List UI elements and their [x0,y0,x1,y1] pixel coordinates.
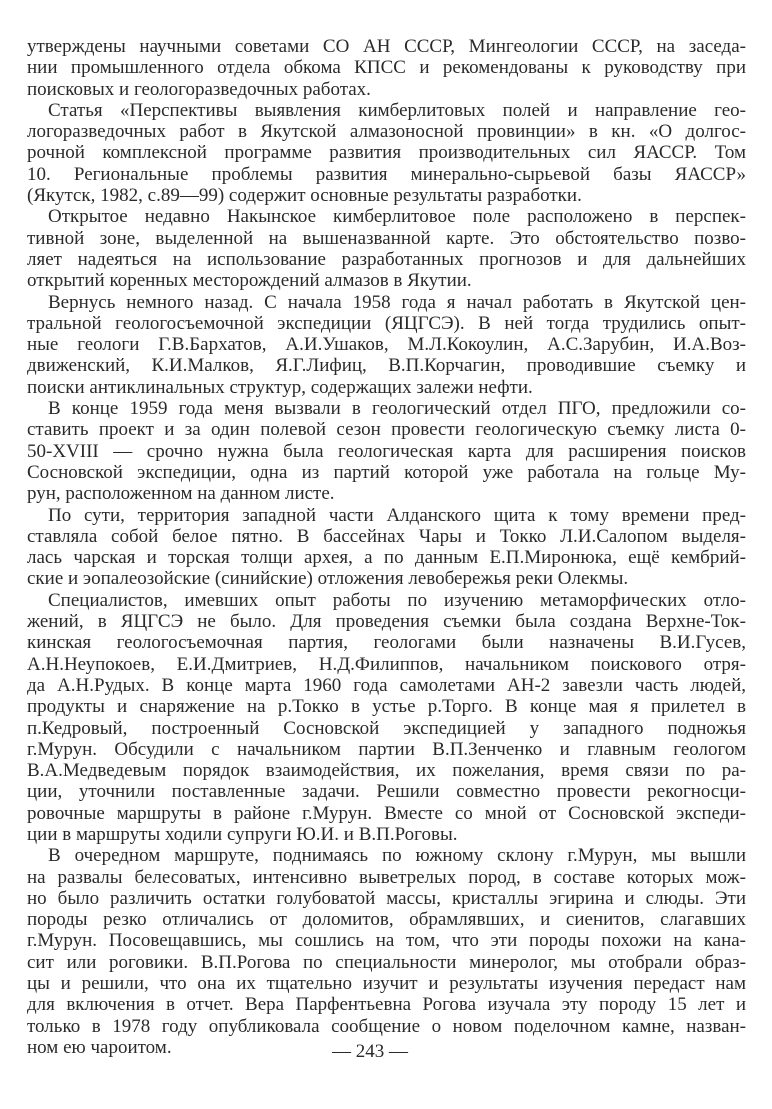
text-line: ровочные маршруты в районе г.Мурун. Вместе со мной от Сосновской экспеди- [27,802,746,824]
text-line: п.Кедровый, построенный Сосновской экспедицией у западного подножья [27,717,746,739]
text-line: рочной комплексной программе развития производительных сил ЯАССР. Том [27,142,746,164]
text-line: поисковых и геологоразведочных работах. [27,78,371,100]
text-line: ции в маршруты ходили супруги Ю.И. и В.П.Роговы. [27,823,458,845]
text-line: да А.Н.Рудых. В конце марта 1960 года самолетами АН-2 завезли часть людей, [27,674,746,696]
text-line: г.Мурун. Посовещавшись, мы сошлись на том, что эти породы похожи на кана- [27,930,746,952]
text-line: цы и решили, что она их тщательно изучит и результаты изучения передаст нам [27,973,746,995]
text-line: рун, расположенном на данном листе. [27,483,335,505]
text-line: ставляла собой белое пятно. В бассейнах Чары и Токко Л.И.Салопом выделя- [27,525,746,547]
text-line: открытий коренных месторождений алмазов в Якутии. [27,270,472,292]
text-line: 10. Региональные проблемы развития минерально-сырьевой базы ЯАССР» [27,163,746,185]
paragraph [27,845,746,1058]
text-line: Сосновской экспедиции, одна из партий которой уже работала на гольце Му- [27,461,746,483]
paragraph [27,36,746,100]
text-line: поиски антиклинальных структур, содержащих залежи нефти. [27,376,533,398]
paragraph [27,206,746,291]
text-line: ные геологи Г.В.Бархатов, А.И.Ушаков, М.Л.Кокоулин, А.С.Зарубин, И.А.Воз- [27,334,746,356]
text-line: ставить проект и за один полевой сезон провести геологическую съемку листа 0- [27,419,746,441]
paragraph [27,590,746,846]
text-line: А.Н.Неупокоев, Е.И.Дмитриев, Н.Д.Филиппов, начальником поискового отря- [27,653,746,675]
text-line: логоразведочных работ в Якутской алмазоносной провинции» в кн. «О долгос- [27,121,746,143]
text-line: кинская геологосъемочная партия, геологами были назначены В.И.Гусев, [27,632,746,654]
text-line: сит или роговики. В.П.Рогова по специальности минеролог, мы отобрали образ- [27,951,746,973]
paragraph [27,292,746,398]
text-line: г.Мурун. Обсудили с начальником партии В.П.Зенченко и главным геологом [27,738,746,760]
text-line: В.А.Медведевым порядок взаимодействия, их пожелания, время связи по ра- [27,760,746,782]
text-line: Статья «Перспективы выявления кимберлитовых полей и направление гео- [48,99,746,121]
text-line: По сути, территория западной части Алданского щита к тому времени пред- [48,504,746,526]
text-line: лась чарская и торская толщи архея, а по данным Е.П.Миронюка, ещё кембрий- [27,547,746,569]
text-line: тивной зоне, выделенной на вышеназванной карте. Это обстоятельство позво- [27,227,746,249]
text-line: В очередном маршруте, поднимаясь по южному склону г.Мурун, мы вышли [48,845,746,867]
paragraph [27,505,746,590]
text-line: тральной геологосъемочной экспедиции (ЯЦГСЭ). В ней тогда трудились опыт- [27,312,746,334]
text-line: продукты и снаряжение на р.Токко в устье р.Торго. В конце мая я прилетел в [27,696,746,718]
text-line: но было различить остатки голубоватой массы, кристаллы эгирина и слюды. Эти [27,887,746,909]
text-line: ляет надеяться на использование разработанных прогнозов и для дальнейших [27,248,746,270]
text-line: породы резко отличались от доломитов, обрамлявших, и сиенитов, слагавших [27,909,746,931]
text-line: ном ею чароитом. [27,1036,172,1058]
paragraph [27,398,746,504]
text-line: 50-XVIII — срочно нужна была геологическая карта для расширения поисков [27,440,746,462]
text-line: ские и эопалеозойские (синийские) отложения левобережья реки Олекмы. [27,568,629,590]
text-line: Открытое недавно Накынское кимберлитовое поле расположено в перспек- [48,206,746,228]
page-number: — 243 — [332,1041,408,1062]
text-line: жений, в ЯЦГСЭ не было. Для проведения съемки была создана Верхне-Ток- [27,611,746,633]
text-line: только в 1978 году опубликовала сообщение о новом поделочном камне, назван- [27,1015,746,1037]
text-line: для включения в отчет. Вера Парфентьевна Рогова изучала эту породу 15 лет и [27,994,746,1016]
text-line: ции, уточнили поставленные задачи. Решили совместно провести рекогносци- [27,781,746,803]
text-line: нии промышленного отдела обкома КПСС и рекомендованы к руководству при [27,57,746,79]
text-line: Специалистов, имевших опыт работы по изучению метаморфических отло- [48,589,746,611]
text-line: В конце 1959 года меня вызвали в геологический отдел ПГО, предложили со- [48,398,746,420]
text-line: (Якутск, 1982, с.89—99) содержит основные результаты разработки. [27,185,582,207]
document-body [27,36,746,1058]
text-line: Вернусь немного назад. С начала 1958 года я начал работать в Якутской цен- [48,291,746,313]
text-line: на развалы белесоватых, интенсивно выветрелых пород, в составе которых мож- [27,866,746,888]
text-line: утверждены научными советами СО АН СССР, Мингеологии СССР, на заседа- [27,36,746,57]
paragraph [27,100,746,206]
text-line: движенский, К.И.Малков, Я.Г.Лифиц, В.П.Корчагин, проводившие съемку и [27,355,746,377]
